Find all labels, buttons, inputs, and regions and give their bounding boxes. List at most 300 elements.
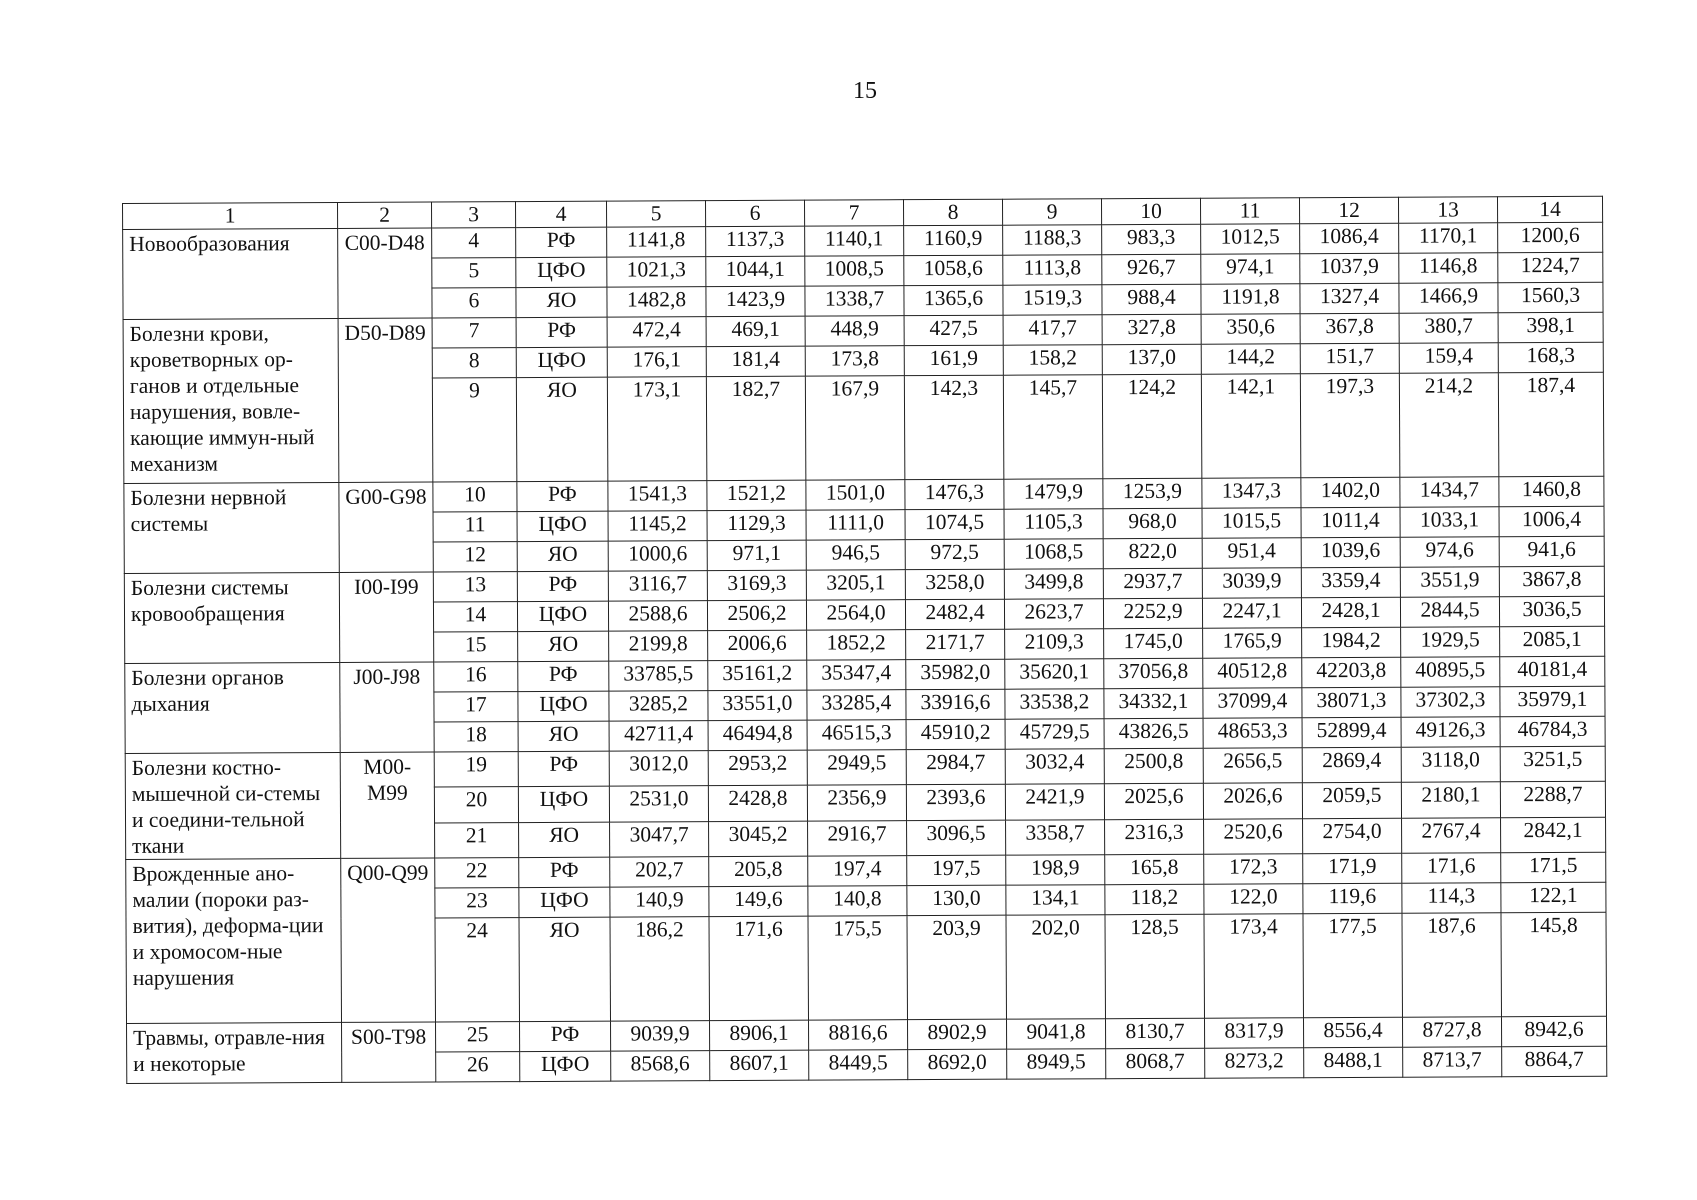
value-cell: 1140,1 (805, 226, 904, 256)
row-number: 14 (433, 602, 517, 632)
value-cell: 42203,8 (1302, 657, 1401, 687)
value-cell: 142,3 (904, 375, 1004, 479)
value-cell: 2026,6 (1203, 783, 1302, 819)
value-cell: 2564,0 (806, 600, 905, 630)
column-header: 11 (1200, 198, 1299, 224)
value-cell: 8727,8 (1402, 1017, 1501, 1047)
value-cell: 427,5 (904, 315, 1003, 345)
value-cell: 1501,0 (806, 480, 905, 510)
diagnosis-group-name: Травмы, отравле-ния и некоторые (127, 1022, 342, 1083)
statistics-table (122, 196, 1607, 1084)
value-cell: 35161,2 (708, 660, 807, 690)
value-cell: 2953,2 (708, 750, 807, 786)
value-cell: 2767,4 (1402, 817, 1501, 853)
value-cell: 1765,9 (1203, 628, 1302, 658)
value-cell: 130,0 (907, 885, 1006, 915)
row-number: 21 (435, 822, 519, 858)
value-cell: 43826,5 (1104, 718, 1203, 748)
value-cell: 469,1 (706, 316, 805, 346)
value-cell: 1146,8 (1399, 253, 1498, 283)
value-cell: 1929,5 (1401, 627, 1500, 657)
row-number: 17 (434, 692, 518, 722)
value-cell: 8568,6 (611, 1051, 710, 1081)
row-number: 10 (433, 482, 517, 512)
value-cell: 822,0 (1103, 538, 1202, 568)
value-cell: 37302,3 (1401, 687, 1500, 717)
value-cell: 37056,8 (1104, 658, 1203, 688)
value-cell: 40895,5 (1401, 657, 1500, 687)
page-number: 15 (853, 78, 877, 104)
value-cell: 49126,3 (1401, 717, 1500, 747)
value-cell: 1160,9 (904, 225, 1003, 255)
value-cell: 2316,3 (1105, 819, 1204, 855)
value-cell: 171,6 (709, 916, 809, 1020)
value-cell: 2984,7 (906, 749, 1005, 785)
value-cell: 941,6 (1499, 536, 1604, 567)
region-label: РФ (518, 751, 609, 787)
value-cell: 171,5 (1501, 852, 1606, 883)
value-cell: 1037,9 (1300, 253, 1399, 283)
diagnosis-group-name: Болезни органов дыхания (125, 662, 340, 753)
row-number: 9 (432, 378, 517, 482)
row-number: 22 (435, 858, 519, 888)
value-cell: 168,3 (1498, 342, 1603, 373)
value-cell: 2393,6 (906, 785, 1005, 821)
value-cell: 2656,5 (1203, 748, 1302, 784)
column-header: 10 (1101, 198, 1200, 224)
table-body (123, 196, 1607, 1083)
value-cell: 3867,8 (1499, 566, 1604, 597)
value-cell: 33916,6 (906, 689, 1005, 719)
value-cell: 1479,9 (1004, 479, 1103, 509)
value-cell: 1011,4 (1301, 507, 1400, 537)
value-cell: 1086,4 (1300, 223, 1399, 253)
value-cell: 926,7 (1102, 254, 1201, 284)
value-cell: 974,6 (1400, 537, 1499, 567)
region-label: ЦФО (518, 786, 609, 822)
value-cell: 9041,8 (1006, 1019, 1105, 1049)
value-cell: 448,9 (805, 316, 904, 346)
region-label: ЯО (519, 917, 611, 1021)
value-cell: 171,6 (1402, 853, 1501, 883)
region-label: РФ (520, 1021, 611, 1051)
value-cell: 1058,6 (904, 255, 1003, 285)
row-number: 6 (432, 288, 516, 318)
value-cell: 173,1 (607, 377, 707, 481)
value-cell: 140,9 (610, 887, 709, 917)
value-cell: 8130,7 (1105, 1018, 1204, 1048)
diagnosis-group-name: Болезни системы кровообращения (124, 572, 339, 663)
value-cell: 173,8 (805, 346, 904, 376)
value-cell: 1482,8 (607, 287, 706, 317)
value-cell: 1129,3 (707, 510, 806, 540)
value-cell: 1560,3 (1498, 282, 1603, 313)
region-label: ЦФО (516, 347, 607, 377)
region-label: ЯО (517, 541, 608, 571)
value-cell: 165,8 (1105, 854, 1204, 884)
value-cell: 3096,5 (907, 820, 1006, 856)
value-cell: 128,5 (1105, 914, 1205, 1018)
diagnosis-group-name: Врожденные ано-малии (пороки раз-вития), деформа-ции и хромосом-ные нарушения (126, 858, 342, 1023)
value-cell: 187,6 (1402, 913, 1502, 1017)
value-cell: 203,9 (907, 915, 1007, 1019)
value-cell: 35982,0 (906, 659, 1005, 689)
value-cell: 3285,2 (609, 691, 708, 721)
value-cell: 3045,2 (709, 821, 808, 857)
value-cell: 198,9 (1006, 855, 1105, 885)
value-cell: 149,6 (709, 886, 808, 916)
value-cell: 35347,4 (807, 660, 906, 690)
value-cell: 8942,6 (1501, 1016, 1606, 1047)
value-cell: 45729,5 (1005, 719, 1104, 749)
value-cell: 1519,3 (1003, 285, 1102, 315)
value-cell: 2754,0 (1303, 818, 1402, 854)
region-label: РФ (517, 571, 608, 601)
value-cell: 1347,3 (1202, 478, 1301, 508)
value-cell: 3169,3 (707, 570, 806, 600)
value-cell: 140,8 (808, 886, 907, 916)
value-cell: 186,2 (610, 917, 710, 1021)
column-header: 1 (123, 202, 338, 229)
icd-code-range: G00-G98 (339, 482, 433, 572)
region-label: ЦФО (519, 887, 610, 917)
value-cell: 1111,0 (806, 510, 905, 540)
value-cell: 2247,1 (1202, 598, 1301, 628)
value-cell: 197,4 (808, 856, 907, 886)
value-cell: 181,4 (706, 346, 805, 376)
row-number: 15 (434, 632, 518, 662)
value-cell: 8906,1 (710, 1020, 809, 1050)
value-cell: 2428,1 (1301, 597, 1400, 627)
icd-code-range: D50-D89 (338, 318, 433, 482)
region-label: ЦФО (518, 691, 609, 721)
value-cell: 946,5 (806, 540, 905, 570)
value-cell: 202,0 (1006, 915, 1106, 1019)
value-cell: 1521,2 (707, 480, 806, 510)
column-header: 9 (1002, 199, 1101, 225)
value-cell: 2482,4 (905, 599, 1004, 629)
value-cell: 114,3 (1402, 883, 1501, 913)
value-cell: 972,5 (905, 539, 1004, 569)
value-cell: 1044,1 (706, 256, 805, 286)
value-cell: 2588,6 (608, 601, 707, 631)
value-cell: 187,4 (1498, 372, 1604, 477)
value-cell: 122,1 (1501, 882, 1606, 913)
row-number: 23 (435, 888, 519, 918)
value-cell: 3116,7 (608, 571, 707, 601)
value-cell: 3032,4 (1005, 749, 1104, 785)
value-cell: 2916,7 (808, 820, 907, 856)
value-cell: 8556,4 (1303, 1017, 1402, 1047)
value-cell: 161,9 (904, 345, 1003, 375)
value-cell: 2842,1 (1501, 817, 1606, 853)
value-cell: 8949,5 (1007, 1049, 1106, 1079)
column-header: 4 (515, 201, 606, 227)
value-cell: 1852,2 (807, 630, 906, 660)
value-cell: 1224,7 (1498, 252, 1603, 283)
value-cell: 167,9 (805, 376, 905, 480)
value-cell: 8864,7 (1502, 1046, 1607, 1077)
value-cell: 46515,3 (807, 720, 906, 750)
value-cell: 8488,1 (1304, 1047, 1403, 1077)
column-header: 13 (1398, 197, 1497, 223)
value-cell: 1021,3 (607, 257, 706, 287)
value-cell: 172,3 (1204, 854, 1303, 884)
row-number: 12 (433, 542, 517, 572)
value-cell: 1460,8 (1499, 476, 1604, 507)
value-cell: 1137,3 (706, 226, 805, 256)
value-cell: 9039,9 (611, 1021, 710, 1051)
value-cell: 176,1 (607, 347, 706, 377)
value-cell: 951,4 (1202, 538, 1301, 568)
region-label: РФ (516, 227, 607, 257)
value-cell: 2109,3 (1005, 629, 1104, 659)
value-cell: 142,1 (1201, 374, 1301, 478)
value-cell: 42711,4 (609, 721, 708, 751)
region-label: ЦФО (517, 601, 608, 631)
value-cell: 46784,3 (1500, 716, 1605, 747)
value-cell: 1338,7 (805, 286, 904, 316)
value-cell: 3359,4 (1301, 567, 1400, 597)
row-number: 8 (432, 348, 516, 378)
value-cell: 1188,3 (1003, 225, 1102, 255)
column-header: 8 (903, 199, 1002, 225)
value-cell: 8273,2 (1205, 1048, 1304, 1078)
value-cell: 8816,6 (809, 1020, 908, 1050)
value-cell: 1015,5 (1202, 508, 1301, 538)
value-cell: 1434,7 (1400, 477, 1499, 507)
region-label: РФ (519, 857, 610, 887)
value-cell: 3012,0 (609, 751, 708, 787)
value-cell: 48653,3 (1203, 718, 1302, 748)
statistics-table-wrapper (122, 196, 1606, 1084)
value-cell: 52899,4 (1302, 717, 1401, 747)
value-cell: 175,5 (808, 916, 908, 1020)
value-cell: 1327,4 (1300, 283, 1399, 313)
region-label: ЯО (516, 287, 607, 317)
value-cell: 988,4 (1102, 284, 1201, 314)
value-cell: 327,8 (1102, 314, 1201, 344)
row-number: 25 (436, 1022, 520, 1052)
value-cell: 1145,2 (608, 511, 707, 541)
icd-code-range: I00-I99 (339, 572, 433, 662)
value-cell: 2199,8 (609, 631, 708, 661)
value-cell: 2085,1 (1500, 626, 1605, 657)
region-label: РФ (518, 661, 609, 691)
value-cell: 2059,5 (1302, 783, 1401, 819)
value-cell: 2288,7 (1500, 782, 1605, 818)
row-number: 7 (432, 318, 516, 348)
value-cell: 8068,7 (1106, 1048, 1205, 1078)
value-cell: 1008,5 (805, 256, 904, 286)
value-cell: 2006,6 (708, 630, 807, 660)
value-cell: 119,6 (1303, 883, 1402, 913)
value-cell: 45910,2 (906, 719, 1005, 749)
region-label: ЯО (519, 822, 610, 858)
value-cell: 137,0 (1102, 344, 1201, 374)
value-cell: 2356,9 (807, 785, 906, 821)
value-cell: 2623,7 (1004, 599, 1103, 629)
value-cell: 398,1 (1498, 312, 1603, 343)
value-cell: 472,4 (607, 317, 706, 347)
value-cell: 2025,6 (1104, 784, 1203, 820)
value-cell: 974,1 (1201, 254, 1300, 284)
value-cell: 177,5 (1303, 913, 1403, 1017)
value-cell: 2520,6 (1204, 818, 1303, 854)
value-cell: 1074,5 (905, 509, 1004, 539)
value-cell: 145,7 (1003, 375, 1103, 479)
value-cell: 40181,4 (1500, 656, 1605, 687)
region-label: ЯО (518, 721, 609, 751)
value-cell: 1141,8 (607, 227, 706, 257)
row-number: 16 (434, 662, 518, 692)
column-header: 5 (606, 201, 705, 227)
value-cell: 8317,9 (1204, 1018, 1303, 1048)
value-cell: 1113,8 (1003, 255, 1102, 285)
value-cell: 202,7 (610, 857, 709, 887)
value-cell: 367,8 (1300, 313, 1399, 343)
value-cell: 1402,0 (1301, 477, 1400, 507)
column-header: 6 (705, 200, 804, 226)
value-cell: 171,9 (1303, 853, 1402, 883)
value-cell: 8902,9 (908, 1019, 1007, 1049)
value-cell: 33285,4 (807, 690, 906, 720)
value-cell: 33551,0 (708, 690, 807, 720)
value-cell: 35620,1 (1005, 659, 1104, 689)
value-cell: 1068,5 (1004, 539, 1103, 569)
value-cell: 1191,8 (1201, 284, 1300, 314)
value-cell: 1000,6 (608, 541, 707, 571)
value-cell: 33538,2 (1005, 689, 1104, 719)
region-label: ЦФО (517, 511, 608, 541)
value-cell: 1423,9 (706, 286, 805, 316)
value-cell: 122,0 (1204, 884, 1303, 914)
value-cell: 214,2 (1399, 373, 1499, 477)
row-number: 18 (434, 722, 518, 752)
value-cell: 2171,7 (906, 629, 1005, 659)
value-cell: 983,3 (1102, 224, 1201, 254)
value-cell: 8449,5 (809, 1050, 908, 1080)
diagnosis-group-name: Болезни крови, кроветворных ор-ганов и отдельные нарушения, вовле-кающие иммун-ный механизм (123, 318, 339, 483)
column-header: 12 (1299, 197, 1398, 223)
value-cell: 159,4 (1399, 343, 1498, 373)
row-number: 19 (434, 752, 518, 788)
region-label: ЦФО (516, 257, 607, 287)
value-cell: 145,8 (1501, 912, 1607, 1017)
value-cell: 2869,4 (1302, 747, 1401, 783)
value-cell: 2506,2 (707, 600, 806, 630)
value-cell: 1541,3 (608, 481, 707, 511)
value-cell: 2252,9 (1103, 598, 1202, 628)
value-cell: 197,5 (907, 855, 1006, 885)
value-cell: 3047,7 (610, 821, 709, 857)
value-cell: 3036,5 (1499, 596, 1604, 627)
icd-code-range: Q00-Q99 (341, 858, 436, 1022)
value-cell: 380,7 (1399, 313, 1498, 343)
value-cell: 34332,1 (1104, 688, 1203, 718)
row-number: 24 (435, 918, 520, 1022)
region-label: ЯО (518, 631, 609, 661)
value-cell: 1006,4 (1499, 506, 1604, 537)
value-cell: 1039,6 (1301, 537, 1400, 567)
value-cell: 417,7 (1003, 315, 1102, 345)
value-cell: 8692,0 (908, 1049, 1007, 1079)
value-cell: 2180,1 (1401, 782, 1500, 818)
value-cell: 182,7 (706, 376, 806, 480)
value-cell: 1012,5 (1201, 224, 1300, 254)
value-cell: 1253,9 (1103, 478, 1202, 508)
region-label: РФ (516, 317, 607, 347)
value-cell: 33785,5 (609, 661, 708, 691)
icd-code-range: С00-D48 (338, 228, 432, 318)
value-cell: 1200,6 (1498, 222, 1603, 253)
row-number: 5 (432, 258, 516, 288)
row-number: 20 (434, 787, 518, 823)
value-cell: 124,2 (1102, 374, 1202, 478)
value-cell: 40512,8 (1203, 658, 1302, 688)
column-header: 2 (337, 202, 431, 228)
value-cell: 1984,2 (1302, 627, 1401, 657)
value-cell: 1105,3 (1004, 509, 1103, 539)
value-cell: 1476,3 (905, 479, 1004, 509)
icd-code-range: J00-J98 (340, 662, 434, 752)
value-cell: 350,6 (1201, 314, 1300, 344)
value-cell: 2937,7 (1103, 568, 1202, 598)
value-cell: 1365,6 (904, 285, 1003, 315)
column-header: 14 (1497, 196, 1602, 223)
value-cell: 2949,5 (807, 750, 906, 786)
value-cell: 35979,1 (1500, 686, 1605, 717)
row-number: 11 (433, 512, 517, 542)
value-cell: 134,1 (1006, 885, 1105, 915)
value-cell: 46494,8 (708, 720, 807, 750)
value-cell: 2500,8 (1104, 748, 1203, 784)
row-number: 26 (436, 1052, 520, 1082)
value-cell: 1170,1 (1399, 223, 1498, 253)
value-cell: 3205,1 (806, 570, 905, 600)
value-cell: 1466,9 (1399, 283, 1498, 313)
value-cell: 968,0 (1103, 508, 1202, 538)
value-cell: 3358,7 (1006, 819, 1105, 855)
icd-code-range: S00-T98 (342, 1022, 436, 1082)
value-cell: 158,2 (1003, 345, 1102, 375)
value-cell: 3251,5 (1500, 746, 1605, 782)
column-header: 3 (431, 202, 515, 228)
value-cell: 144,2 (1201, 344, 1300, 374)
value-cell: 205,8 (709, 856, 808, 886)
value-cell: 2421,9 (1005, 784, 1104, 820)
row-number: 4 (432, 228, 516, 258)
value-cell: 151,7 (1300, 343, 1399, 373)
diagnosis-group-name: Болезни костно-мышечной си-стемы и соедини-тельной ткани (125, 752, 341, 859)
region-label: РФ (517, 481, 608, 511)
column-header: 7 (804, 200, 903, 226)
value-cell: 3039,9 (1202, 568, 1301, 598)
value-cell: 3118,0 (1401, 747, 1500, 783)
value-cell: 2428,8 (708, 785, 807, 821)
value-cell: 1745,0 (1104, 628, 1203, 658)
value-cell: 3258,0 (905, 569, 1004, 599)
value-cell: 8607,1 (710, 1050, 809, 1080)
value-cell: 197,3 (1300, 373, 1400, 477)
region-label: ЦФО (520, 1051, 611, 1081)
value-cell: 38071,3 (1302, 687, 1401, 717)
diagnosis-group-name: Новообразования (123, 228, 338, 319)
value-cell: 1033,1 (1400, 507, 1499, 537)
diagnosis-group-name: Болезни нервной системы (124, 482, 339, 573)
value-cell: 118,2 (1105, 884, 1204, 914)
value-cell: 2531,0 (609, 786, 708, 822)
